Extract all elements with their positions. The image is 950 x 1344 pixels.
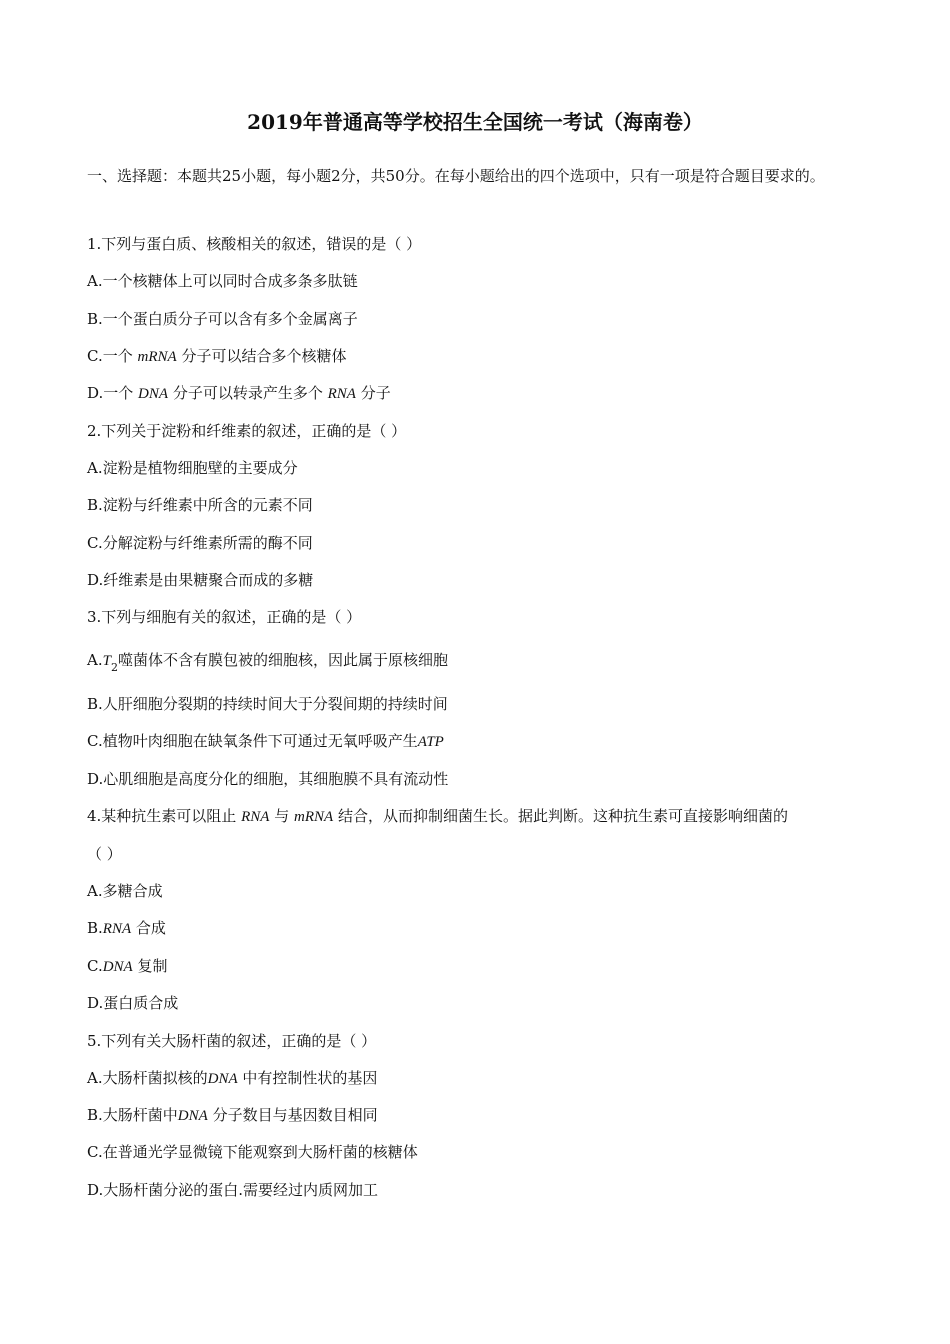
- term-mrna: mRNA: [137, 349, 177, 365]
- question-4-option-a: A.多糖合成: [87, 882, 163, 900]
- question-3-option-b: B.人肝细胞分裂期的持续时间大于分裂间期的持续时间: [87, 695, 448, 713]
- option-text: 复制: [137, 957, 168, 975]
- option-text: C.: [87, 957, 103, 975]
- question-1-option-d: [87, 382, 391, 405]
- question-4-option-c: [87, 955, 168, 978]
- question-2-option-c: C.分解淀粉与纤维素所需的酶不同: [87, 534, 313, 552]
- question-3-stem: 3.下列与细胞有关的叙述，正确的是（ ）: [87, 608, 362, 626]
- question-2-option-a: A.淀粉是植物细胞壁的主要成分: [87, 459, 298, 477]
- term-rna: RNA: [102, 921, 132, 937]
- question-1-option-c: [87, 345, 346, 368]
- option-text: A.: [87, 651, 103, 669]
- question-3-option-d: D.心肌细胞是高度分化的细胞，其细胞膜不具有流动性: [87, 770, 449, 788]
- question-4-stem-continued: （ ）: [87, 845, 122, 863]
- page-title: 2019年普通高等学校招生全国统一考试（海南卷）: [247, 110, 703, 134]
- term-dna: DNA: [177, 1108, 208, 1124]
- question-5-option-d: D.大肠杆菌分泌的蛋白.需要经过内质网加工: [87, 1181, 379, 1199]
- term-atp: ATP: [417, 734, 444, 750]
- option-text: 中有控制性状的基因: [242, 1069, 378, 1087]
- question-4-option-d: D.蛋白质合成: [87, 994, 179, 1012]
- option-text: 合成: [135, 919, 166, 937]
- term-t2: T: [102, 653, 111, 669]
- subscript: 2: [110, 661, 118, 674]
- question-1-stem: 1.下列与蛋白质、核酸相关的叙述，错误的是（ ）: [87, 235, 422, 253]
- option-text: 分子数目与基因数目相同: [212, 1106, 378, 1124]
- term-rna: RNA: [241, 809, 270, 825]
- term-rna: RNA: [327, 386, 356, 402]
- section-instructions: 一、选择题：本题共25小题，每小题2分，共50分。在每小题给出的四个选项中，只有一项是符合题目要求的。: [87, 167, 825, 185]
- question-2-option-b: B.淀粉与纤维素中所含的元素不同: [87, 496, 313, 514]
- option-text: D.一个: [87, 384, 134, 402]
- question-5-option-c: C.在普通光学显微镜下能观察到大肠杆菌的核糖体: [87, 1143, 418, 1161]
- option-text: 噬菌体不含有膜包被的细胞核，因此属于原核细胞: [117, 651, 448, 669]
- term-dna: DNA: [207, 1071, 238, 1087]
- question-4-stem: [87, 805, 788, 828]
- term-dna: DNA: [138, 386, 169, 402]
- question-1-option-a: A.一个核糖体上可以同时合成多条多肽链: [87, 272, 358, 290]
- option-text: B.大肠杆菌中: [87, 1106, 178, 1124]
- question-2-option-d: D.纤维素是由果糖聚合而成的多糖: [87, 571, 314, 589]
- option-text: C.一个: [87, 347, 133, 365]
- stem-text: 与: [274, 807, 290, 825]
- option-text: 分子: [360, 384, 391, 402]
- question-4-option-b: [87, 917, 166, 940]
- option-text: A.大肠杆菌拟核的: [87, 1069, 208, 1087]
- stem-text: 4.某种抗生素可以阻止: [87, 807, 237, 825]
- stem-text: 结合，从而抑制细菌生长。据此判断。这种抗生素可直接影响细菌的: [337, 807, 788, 825]
- question-2-stem: 2.下列关于淀粉和纤维素的叙述，正确的是（ ）: [87, 422, 407, 440]
- term-dna: DNA: [102, 959, 133, 975]
- question-3-option-a: [87, 649, 448, 679]
- term-mrna: mRNA: [294, 809, 334, 825]
- question-1-option-b: B.一个蛋白质分子可以含有多个金属离子: [87, 310, 358, 328]
- question-5-option-a: [87, 1067, 377, 1090]
- option-text: 分子可以转录产生多个: [172, 384, 323, 402]
- question-5-stem: 5.下列有关大肠杆菌的叙述，正确的是（ ）: [87, 1032, 377, 1050]
- question-5-option-b: [87, 1104, 378, 1127]
- question-3-option-c: [87, 730, 444, 753]
- option-text: 分子可以结合多个核糖体: [181, 347, 347, 365]
- option-text: B.: [87, 919, 103, 937]
- option-text: C.植物叶肉细胞在缺氧条件下可通过无氧呼吸产生: [87, 732, 418, 750]
